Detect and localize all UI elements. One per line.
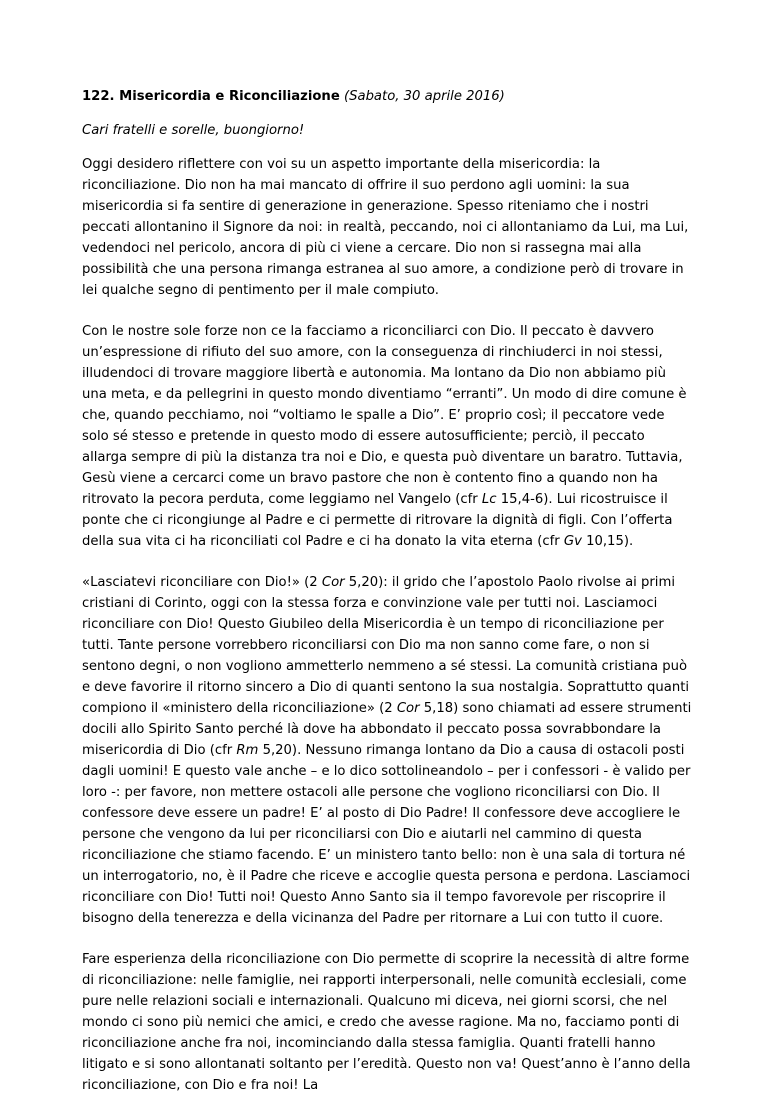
paragraph-3 (82, 572, 692, 929)
paragraph-2-part-a: Con le nostre sole forze non ce la facciamo a riconciliarci con Dio. Il peccato è davvero un’espressione di rifiuto del suo amore, con la conseguenza di rinchiuderci in noi stessi, illudendoci di trovare maggiore libertà e autonomia. Ma lontano da Dio non abbiamo più una meta, e da pellegrini in questo mondo diventiamo “erranti”. Un modo di dire comune è che, quando pecchiamo, noi “voltiamo le spalle a Dio”. E’ proprio così; il peccatore vede solo sé stesso e pretende in questo modo di essere autosufficiente; perciò, il peccato allarga sempre di più la distanza tra noi e Dio, e questa può diventare un baratro. Tuttavia, Gesù viene a cercarci come un bravo pastore che non è contento fino a quando non ha ritrovato la pecora perduta, come leggiamo nel Vangelo (cfr (82, 324, 687, 507)
paragraph-2-part-b: 15,4-6). Lui ricostruisce il ponte che ci ricongiunge al Padre e ci permette di ritrovare la dignità di figli. Con l’offerta della sua vita ci ha riconciliati col Padre e ci ha donato la vita eterna (cfr (82, 492, 673, 549)
heading-line (82, 86, 692, 107)
citation-gv: Gv (563, 534, 582, 549)
document-page (82, 86, 692, 1116)
citation-cor-1: Cor (321, 575, 345, 590)
paragraph-3-part-b: 5,20): il grido che l’apostolo Paolo rivolse ai primi cristiani di Corinto, oggi con la stessa forza e convinzione vale per tutti noi. Lasciamoci riconciliare con Dio! Questo Giubileo della Misericordia è un tempo di riconciliazione per tutti. Tante persone vorrebbero riconciliarsi con Dio ma non sanno come fare, o non si sentono degni, o non vogliono ammetterlo nemmeno a sé stessi. La comunità cristiana può e deve favorire il ritorno sincero a Dio di quanti sentono la sua nostalgia. Soprattutto quanti compiono il «ministero della riconciliazione» (2 (82, 575, 690, 716)
page-title: 122. Misericordia e Riconciliazione (82, 89, 340, 104)
paragraph-4: Fare esperienza della riconciliazione con Dio permette di scoprire la necessità di altre forme di riconciliazione: nelle famiglie, nei rapporti interpersonali, nelle comunità ecclesiali, come pure nelle relazioni sociali e internazionali. Qualcuno mi diceva, nei giorni scorsi, che nel mondo ci sono più nemici che amici, e credo che avesse ragione. Ma no, facciamo ponti di riconciliazione anche fra noi, incominciando dalla stessa famiglia. Quanti fratelli hanno litigato e si sono allontanati soltanto per l’eredità. Questo non va! Quest’anno è l’anno della riconciliazione, con Dio e fra noi! La (82, 952, 691, 1093)
citation-cor-2: Cor (396, 701, 420, 716)
paragraph-2-part-c: 10,15). (581, 534, 634, 549)
greeting-text: Cari fratelli e sorelle, buongiorno! (82, 123, 305, 138)
citation-rm: Rm (236, 743, 259, 758)
citation-lc: Lc (481, 492, 497, 507)
paragraph-2 (82, 321, 692, 552)
greeting (82, 120, 692, 141)
paragraph-3-part-c: 5,18) sono chiamati ad essere strumenti docili allo Spirito Santo perché là dove ha abbondato il peccato possa sovrabbondare la misericordia di Dio (cfr (82, 701, 692, 758)
paragraph-3-part-a: «Lasciatevi riconciliare con Dio!» (2 (82, 575, 322, 590)
paragraph-3-part-d: 5,20). Nessuno rimanga lontano da Dio a causa di ostacoli posti dagli uomini! E questo vale anche – e lo dico sottolineandolo – per i confessori - è valido per loro -: per favore, non mettere ostacoli alle persone che vogliono riconciliarsi con Dio. Il confessore deve essere un padre! E’ al posto di Dio Padre! Il confessore deve accogliere le persone che vengono da lui per riconciliarsi con Dio e aiutarli nel cammino di questa riconciliazione che stiamo facendo. E’ un ministero tanto bello: non è una sala di tortura né un interrogatorio, no, è il Padre che riceve e accoglie questa persona e perdona. Lasciamoci riconciliare con Dio! Tutti noi! Questo Anno Santo sia il tempo favorevole per riscoprire il bisogno della tenerezza e della vicinanza del Padre per ritornare a Lui con tutto il cuore. (82, 743, 691, 926)
audience-date: (Sabato, 30 aprile 2016) (343, 89, 505, 104)
paragraph-1: Oggi desidero riflettere con voi su un aspetto importante della misericordia: la riconciliazione. Dio non ha mai mancato di offrire il suo perdono agli uomini: la sua misericordia si fa sentire di generazione in generazione. Spesso riteniamo che i nostri peccati allontanino il Signore da noi: in realtà, peccando, noi ci allontaniamo da Lui, ma Lui, vedendoci nel pericolo, ancora di più ci viene a cercare. Dio non si rassegna mai alla possibilità che una persona rimanga estranea al suo amore, a condizione però di trovare in lei qualche segno di pentimento per il male compiuto. (82, 157, 689, 298)
